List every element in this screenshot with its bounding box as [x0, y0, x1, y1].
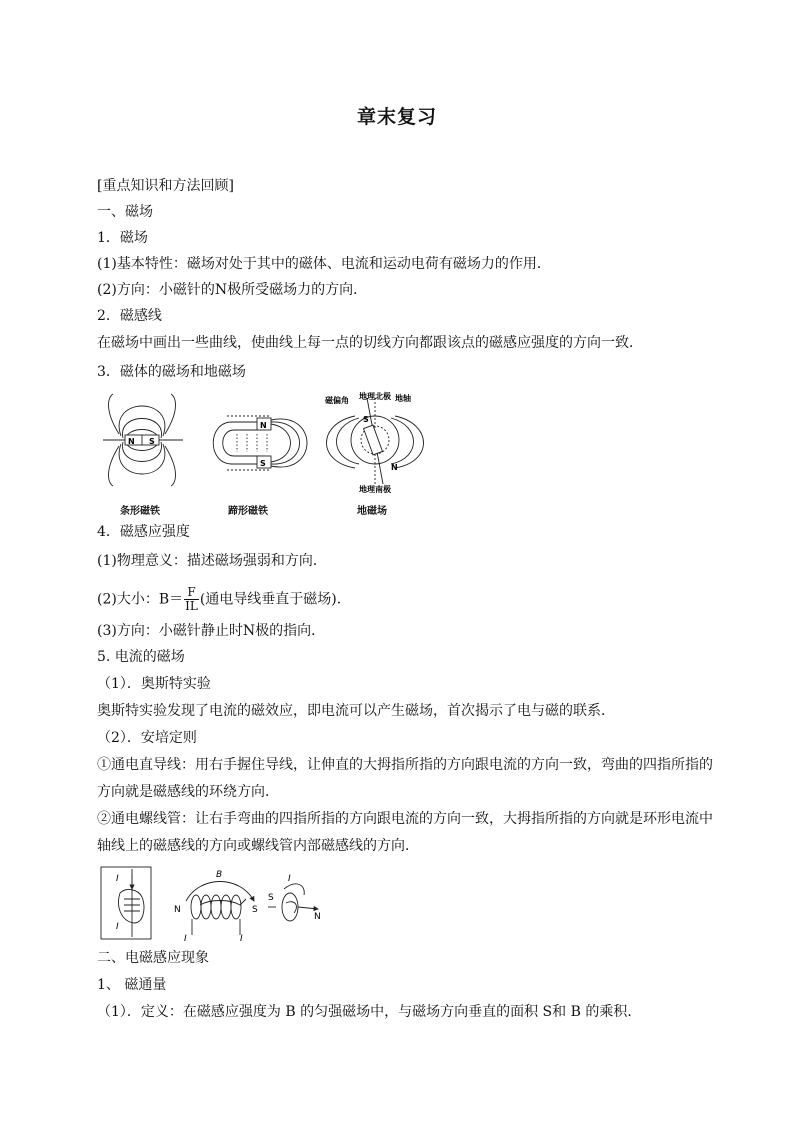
- right-hand-rule-figure: [100, 865, 330, 945]
- subheading-magnetic-field: 1．磁场: [97, 230, 148, 246]
- subheading-oersted: （1）．奥斯特实验: [97, 676, 211, 692]
- solenoid-b-label: B: [216, 870, 223, 880]
- caption-earth-field: 地磁场: [357, 506, 387, 517]
- earth-s-label: S: [363, 415, 369, 424]
- label-declination: 磁偏角: [325, 396, 349, 405]
- label-geo-north: 地理北极: [359, 392, 391, 401]
- wire-i-label: I: [116, 874, 119, 884]
- text-direction: (2)方向：小磁针的N极所受磁场力的方向．: [97, 282, 368, 298]
- subheading-field-lines: 2．磁感线: [97, 308, 162, 324]
- loop-s-label: S: [268, 893, 274, 903]
- caption-horseshoe-magnet: 蹄形磁铁: [228, 506, 268, 517]
- text-solenoid-2: 轴线上的磁感线的方向或螺线管内部磁感线的方向．: [97, 838, 419, 854]
- label-axis: 地轴: [395, 394, 411, 403]
- caption-bar-magnet: 条形磁铁: [120, 506, 160, 517]
- subheading-flux: 1、 磁通量: [97, 977, 167, 993]
- text-straight-wire-1: ①通电直导线：用右手握住导线，让伸直的大拇指所指的方向跟电流的方向一致，弯曲的四指所指的: [97, 757, 713, 773]
- fraction-denominator: IL: [185, 599, 198, 613]
- solenoid-n-label: N: [174, 905, 181, 915]
- earth-n-label: N: [391, 463, 398, 472]
- magnet-field-figure: [97, 388, 427, 518]
- text-straight-wire-2: 方向就是磁感线的环绕方向．: [97, 784, 279, 800]
- magnitude-prefix: (2)大小：B＝: [97, 591, 184, 608]
- bar-magnet-diagram: [103, 394, 183, 486]
- section-intro: [重点知识和方法回顾]: [97, 178, 234, 194]
- subheading-ampere-rule: （2）．安培定则: [97, 730, 197, 746]
- solenoid-i-label-right: I: [240, 934, 243, 944]
- formula-fraction: [184, 586, 199, 613]
- horseshoe-n-label: N: [260, 421, 267, 430]
- text-magnitude: [97, 586, 351, 613]
- earth-field-diagram: [327, 398, 424, 484]
- straight-wire-diagram: [101, 867, 151, 939]
- loop-current-diagram: [268, 884, 318, 921]
- heading-em-induction: 二、电磁感应现象: [97, 950, 209, 966]
- fraction-numerator: F: [184, 586, 199, 600]
- horseshoe-s-label: S: [260, 459, 266, 468]
- bar-s-label: S: [149, 437, 155, 446]
- bar-n-label: N: [128, 437, 135, 446]
- subheading-induction: 4．磁感应强度: [97, 524, 190, 540]
- subheading-magnet-field: 3．磁体的磁场和地磁场: [97, 364, 246, 380]
- page-title: 章末复习: [356, 106, 437, 128]
- subheading-current-field: 5. 电流的磁场: [97, 649, 185, 665]
- text-induction-direction: (3)方向：小磁针静止时N极的指向．: [97, 623, 326, 639]
- text-physical-meaning: (1)物理意义：描述磁场强弱和方向．: [97, 553, 327, 569]
- solenoid-i-label-left: I: [184, 934, 187, 944]
- text-basic-property: (1)基本特性：磁场对处于其中的磁体、电流和运动电荷有磁场力的作用．: [97, 256, 551, 272]
- loop-n-label: N: [314, 912, 321, 922]
- heading-magnetic-field: 一、磁场: [97, 204, 153, 220]
- text-field-lines: 在磁场中画出一些曲线，使曲线上每一点的切线方向都跟该点的磁感应强度的方向一致．: [97, 335, 643, 351]
- magnitude-suffix: (通电导线垂直于磁场)．: [199, 591, 351, 608]
- text-solenoid-1: ②通电螺线管：让右手弯曲的四指所指的方向跟电流的方向一致，大拇指所指的方向就是环形电流中: [97, 811, 713, 827]
- solenoid-diagram: [186, 882, 254, 936]
- text-oersted: 奥斯特实验发现了电流的磁效应，即电流可以产生磁场，首次揭示了电与磁的联系．: [97, 703, 615, 719]
- loop-i-label: I: [288, 874, 291, 884]
- text-flux-definition: （1）．定义：在磁感应强度为 B 的匀强磁场中，与磁场方向垂直的面积 S和 B 的乘积．: [97, 1004, 642, 1020]
- wire-i-label-bottom: I: [116, 922, 119, 932]
- solenoid-s-label: S: [252, 905, 258, 915]
- label-geo-south: 地理南极: [359, 485, 391, 494]
